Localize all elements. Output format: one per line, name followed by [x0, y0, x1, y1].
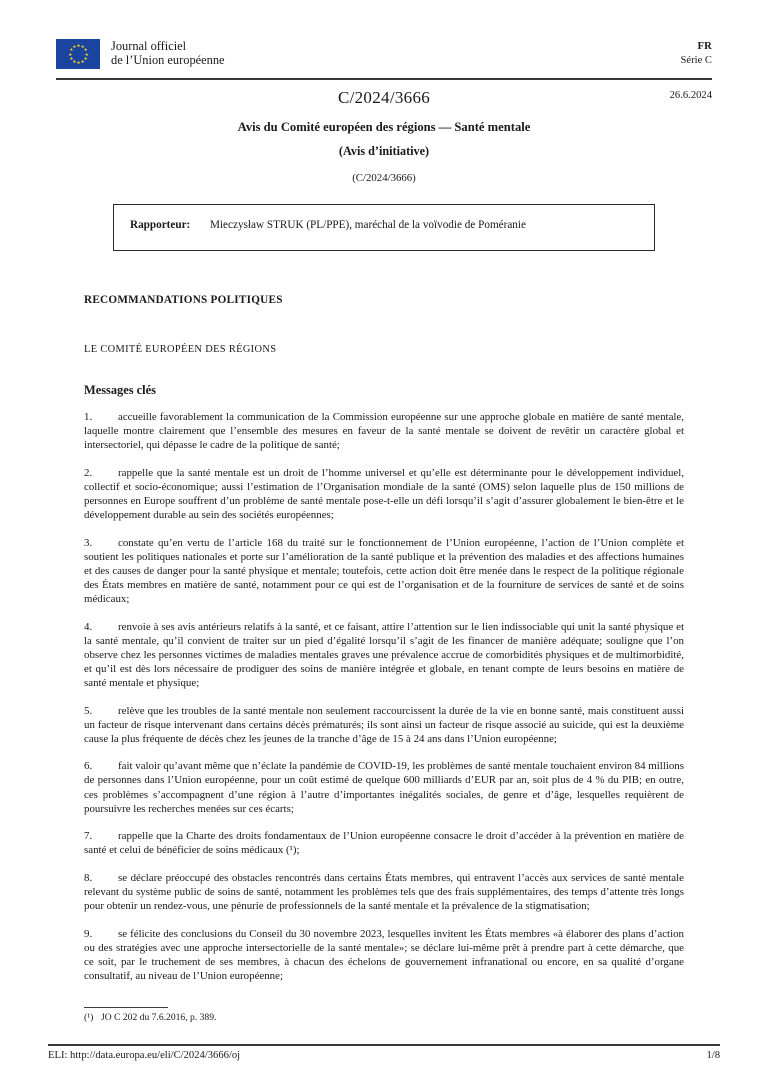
masthead-divider [56, 78, 712, 80]
paragraph-number: 3. [84, 536, 93, 549]
journal-title [111, 38, 225, 67]
eu-star: ★ [72, 44, 77, 50]
eu-flag-icon [56, 39, 100, 69]
paragraph [84, 466, 684, 522]
paragraph [84, 829, 684, 857]
document-title: Avis du Comité européen des régions — Santé mentale [237, 120, 531, 134]
document-date: 26.6.2024 [669, 90, 712, 101]
paragraph [84, 927, 684, 983]
paragraph-number: 2. [84, 466, 93, 479]
paragraph-number: 7. [84, 830, 93, 843]
paragraph [84, 704, 684, 746]
journal-title-line2: de l’Union européenne [111, 53, 225, 68]
masthead [56, 38, 712, 69]
heading-key-messages: Messages clés [84, 383, 156, 397]
footnote-text: JO C 202 du 7.6.2016, p. 389. [101, 1012, 217, 1023]
paragraph-number: 9. [84, 927, 93, 940]
paragraph-text: relève que les troubles de la santé mentale non seulement raccourcissent la durée de la vie en bonne santé, mais constituent aussi un facteur de risque intervenant dans certains décès prématurés; ils sont ainsi un facteur de risque associé au suicide, qui est la deuxième cause la plus fréquente de décès chez les jeunes de la tranche d’âge de 15 à 24 ans dans l’Union européenne; [84, 704, 684, 745]
document-reference: (C/2024/3666) [352, 172, 416, 184]
masthead-right [681, 38, 712, 68]
paragraph [84, 871, 684, 913]
footer-divider [48, 1044, 720, 1046]
eu-star: ★ [83, 55, 88, 61]
eu-star: ★ [83, 47, 88, 53]
page-number: 1/8 [706, 1050, 720, 1061]
series-label: Série C [680, 55, 712, 67]
paragraph [84, 536, 684, 606]
paragraph-number: 5. [84, 704, 93, 717]
paragraph [84, 410, 684, 452]
footnote-divider [84, 1007, 168, 1008]
heading-committee: LE COMITÉ EUROPÉEN DES RÉGIONS [84, 344, 277, 355]
footnote [84, 1012, 216, 1024]
eu-star: ★ [69, 47, 74, 53]
footnote-marker: (¹) [84, 1012, 94, 1023]
document-subtitle: (Avis d’initiative) [338, 144, 430, 158]
eu-star: ★ [68, 51, 73, 57]
eli-link[interactable]: ELI: http://data.europa.eu/eli/C/2024/3666/oj [48, 1050, 241, 1061]
paragraph-text: constate qu’en vertu de l’article 168 du traité sur le fonctionnement de l’Union européenne, l’action de l’Union complète et soutient les politiques nationales et porte sur l’amélioration de la santé publique et la prévention des maladies et des affections humaines et des causes de danger pour la santé physique et mentale; toutefois, cette action doit être menée dans le respect de la politique régionale des États membres en matière de santé, notamment pour ce qui est de l’organisation et de la fourniture de services de santé et de soins médicaux; [84, 536, 684, 606]
paragraph-number: 1. [84, 411, 93, 423]
paragraph [84, 759, 684, 815]
paragraph [84, 620, 684, 690]
eu-star: ★ [72, 58, 77, 64]
eu-star: ★ [76, 59, 81, 65]
eu-star: ★ [84, 51, 89, 57]
eu-star: ★ [80, 44, 85, 50]
paragraph-number: 8. [84, 871, 93, 884]
rapporteur-box [113, 204, 655, 251]
paragraph-text: se déclare préoccupé des obstacles rencontrés dans certains États membres, qui entravent l’accès aux services de santé mentale relevant du système public de soins de santé, notamment les problèmes tels que des frais supplémentaires, des temps d’attente très longs pour obtenir un rendez-vous, une pénurie de professionnels de la santé mentale et la prévalence de la stigmatisation; [84, 871, 684, 913]
rapporteur-row [114, 205, 654, 232]
masthead-left [56, 38, 225, 69]
page-footer [48, 1050, 720, 1061]
paragraph-text: renvoie à ses avis antérieurs relatifs à la santé, et ce faisant, attire l’attention sur le lien indissociable qui unit la santé physique et la santé mentale, qu’il convient de traiter sur un pied d’égalité lorsqu’il s’agit de les financer de manière adéquate; souligne que l’on observe chez les personnes victimes de maladies mentales graves une prévalence accrue de comorbidités physiques et de multimorbidité, et qu’il est dès lors nécessaire de prodiguer des soins de manière intégrée et globale, en tenant compte de leurs besoins en matière de santé mentale et physique; [84, 620, 684, 689]
paragraph-number: 6. [84, 760, 93, 773]
paragraph-text: rappelle que la Charte des droits fondamentaux de l’Union européenne consacre le droit d’accéder à la prévention en matière de santé et celui de bénéficier de soins médicaux (¹); [84, 830, 684, 857]
paragraph-list [84, 410, 684, 997]
paragraph-text: rappelle que la santé mentale est un droit de l’homme universel et qu’elle est déterminante pour le développement individuel, collectif et socio-économique; aussi l’estimation de l’Organisation mondiale de la santé (OMS) selon laquelle plus de 150 millions de personnes en Europe souffrent d’un problème de santé mentale pose-t-elle un défi lorsqu’il s’agit d’assurer globalement le bien-être et le développement durable au sein des sociétés européennes; [84, 466, 684, 522]
paragraph-text: accueille favorablement la communication de la Commission européenne sur une approche globale en matière de santé mentale, laquelle montre clairement que l’ensemble des mesures en faveur de la santé mentale se doivent de revêtir un caractère global et intersectoriel, qui dépasse le cadre de la politique de santé; [84, 411, 684, 452]
eu-star: ★ [80, 58, 85, 64]
paragraph-text: se félicite des conclusions du Conseil du 30 novembre 2023, lesquelles invitent les États membres «à élaborer des plans d’action ou des stratégies avec une approche intersectorielle de la santé mentale»; se déclare lui-même prêt à prendre part à cette démarche, que ce soit, par le truchement de ses membres, à chacun des échelons de gouvernement infranational ou encore, en sa qualité d’organe consultatif, au niveau de l’Union européenne; [84, 927, 684, 982]
rapporteur-label: Rapporteur: [130, 219, 191, 231]
document-number: C/2024/3666 [337, 88, 431, 107]
eu-star: ★ [76, 43, 81, 49]
eu-star: ★ [69, 55, 74, 61]
language-code: FR [697, 41, 712, 52]
paragraph-number: 4. [84, 620, 93, 633]
paragraph-text: fait valoir qu’avant même que n’éclate la pandémie de COVID-19, les problèmes de santé mentale touchaient environ 84 millions de personnes dans l’Union européenne, pour un coût estimé de quelque 600 milliards d’EUR par an, soit plus de 4 % du PIB; en outre, ces problèmes s’accompagnent d’une région à l’autre d’importantes inégalités sociales, de genre et d’âge, lesquelles requièrent de poursuivre les recherches menées sur ces écarts; [84, 760, 684, 815]
journal-title-line1: Journal officiel [111, 39, 187, 53]
heading-recommendations: RECOMMANDATIONS POLITIQUES [84, 294, 283, 306]
rapporteur-value: Mieczysław STRUK (PL/PPE), maréchal de la voïvodie de Poméranie [210, 219, 526, 231]
